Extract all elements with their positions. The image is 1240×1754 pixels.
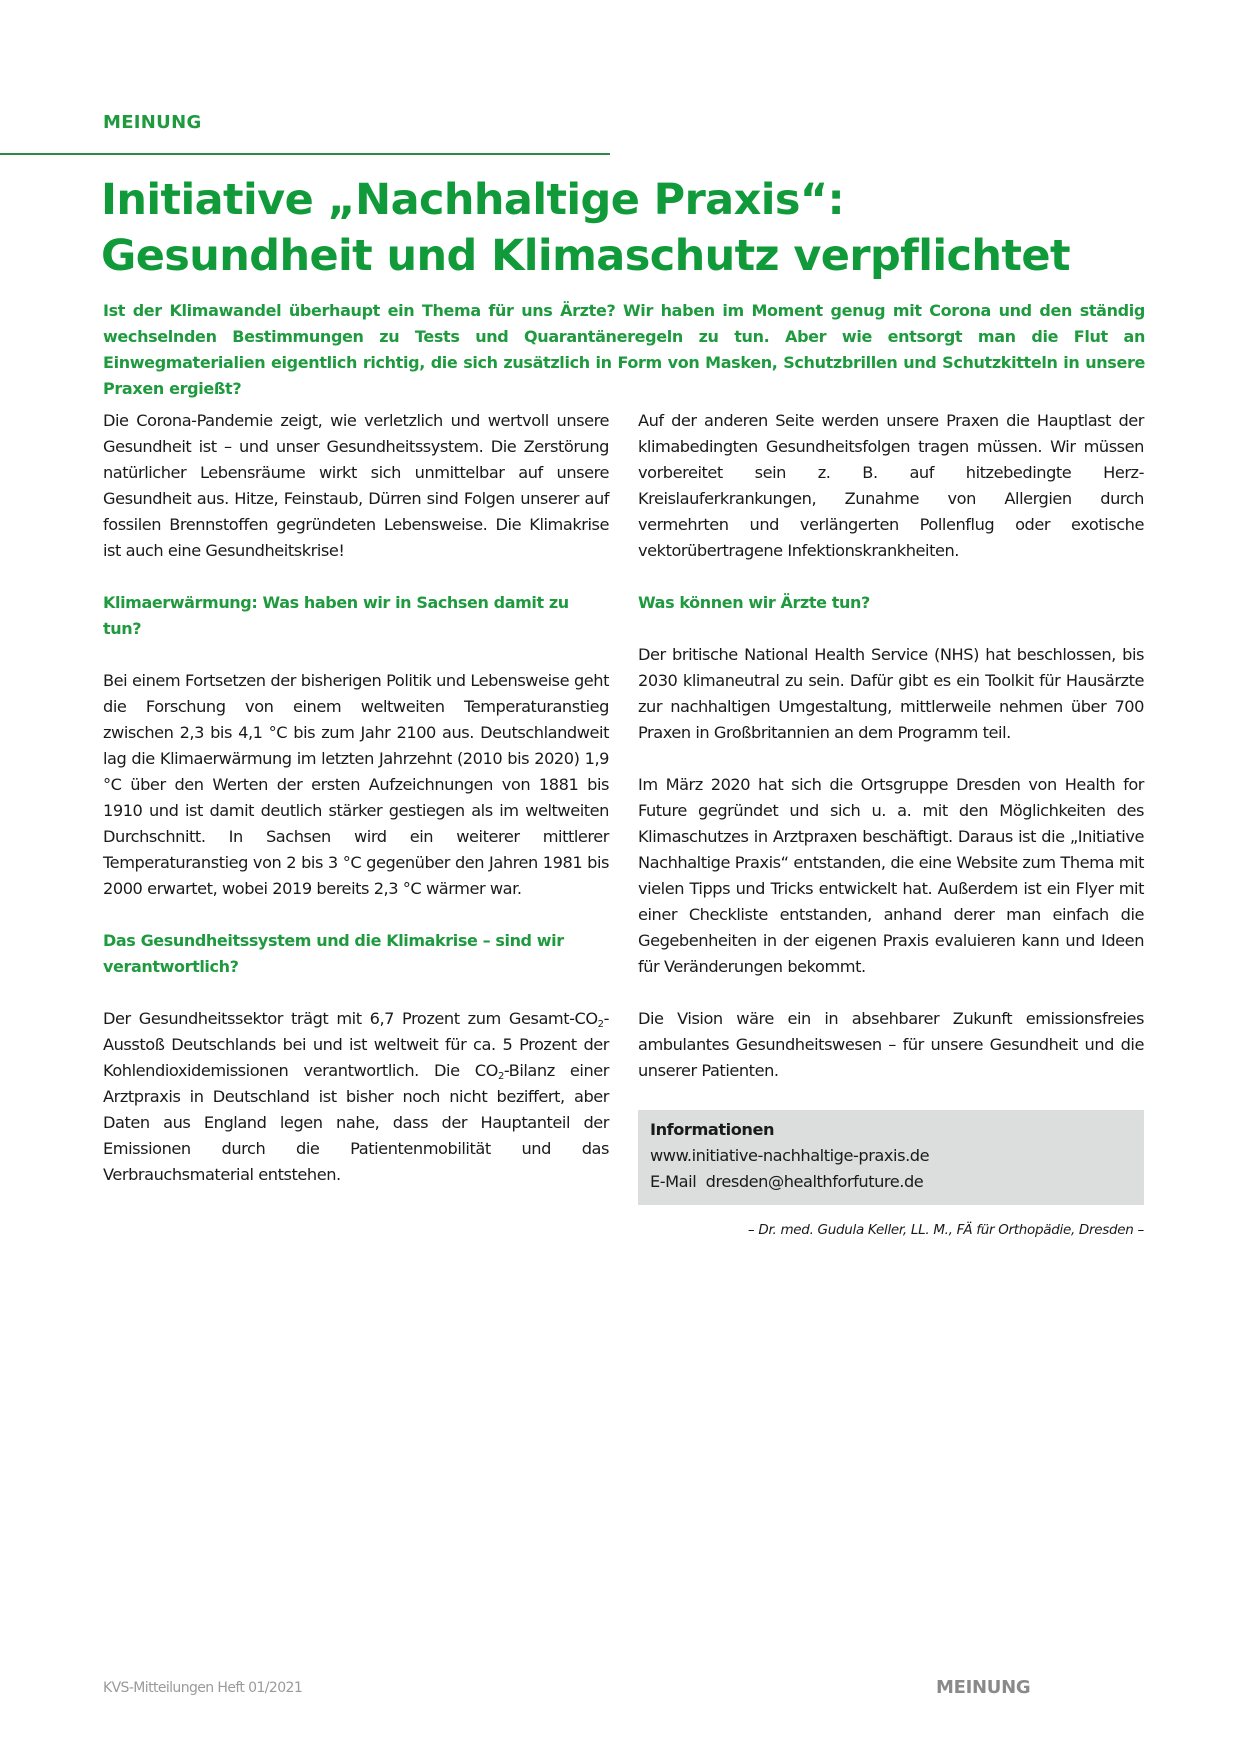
paragraph: Der britische National Health Service (NHS) hat beschlossen, bis 2030 klimaneutral zu sein. Dafür gibt es ein Toolkit für Hausärzte zur nachhaltigen Umgestaltung, mittlerweile nehmen über 700 Praxen in Großbritannien an dem Programm teil.	[638, 645, 1144, 742]
subscript: 2	[497, 1071, 504, 1082]
text-fragment: -Ausstoß Deutschlands bei und ist weltweit für ca. 5 Prozent der Kohlendioxidemissionen verantwortlich. Die CO	[103, 1009, 609, 1080]
paragraph: Im März 2020 hat sich die Ortsgruppe Dresden von Health for Future gegründet und sich u. a. mit den Möglichkeiten des Klimaschutzes in Arztpraxen beschäftigt. Daraus ist die „Initiative Nachhaltige Praxis“ entstanden, die eine Website zum Thema mit vielen Tipps und Tricks entwickelt hat. Außerdem ist ein Flyer mit einer Checkliste entstanden, anhand derer man einfach die Gegebenheiten in der eigenen Praxis evaluieren kann und Ideen für Veränderungen bekommt.	[638, 775, 1144, 976]
left-column	[103, 408, 609, 1214]
subheading: Das Gesundheitssystem und die Klimakrise – sind wir verantwortlich?	[103, 931, 564, 976]
header-rule	[0, 153, 610, 155]
title-line-2: Gesundheit und Klimaschutz verpflichtet	[101, 231, 1070, 281]
article-title	[101, 172, 1161, 284]
paragraph-co2	[103, 1006, 609, 1188]
email-line	[650, 1169, 1132, 1195]
website-link[interactable]: www.initiative-nachhaltige-praxis.de	[650, 1146, 930, 1165]
text-fragment: Der Gesundheitssektor trägt mit 6,7 Prozent zum Gesamt-CO	[103, 1009, 598, 1028]
paragraph: Bei einem Fortsetzen der bisherigen Politik und Lebensweise geht die Forschung von einem weltweiten Temperaturanstieg zwischen 2,3 bis 4,1 °C bis zum Jahr 2100 aus. Deutschlandweit lag die Klimaerwärmung im letzten Jahrzehnt (2010 bis 2020) 1,9 °C über den Werten der ersten Aufzeichnungen von 1881 bis 1910 und ist damit deutlich stärker gestiegen als im weltweiten Durchschnitt. In Sachsen wird ein weiterer mittlerer Temperaturanstieg von 2 bis 3 °C gegenüber den Jahren 1981 bis 2000 erwartet, wobei 2019 bereits 2,3 °C wärmer war.	[103, 671, 609, 898]
footer-section-label: MEINUNG	[936, 1677, 1031, 1698]
article-lead: Ist der Klimawandel überhaupt ein Thema für uns Ärzte? Wir haben im Moment genug mit Corona und den ständig wechselnden Bestimmungen zu Tests und Quarantäneregeln zu tun. Aber wie entsorgt man die Flut an Einwegmaterialien eigentlich richtig, die sich zusätzlich in Form von Masken, Schutzbrillen und Schutzkitteln in unsere Praxen ergießt?	[103, 301, 1145, 398]
subscript: 2	[597, 1019, 604, 1030]
section-label: MEINUNG	[103, 112, 202, 133]
email-link[interactable]: dresden@healthforfuture.de	[705, 1172, 924, 1191]
title-line-1: Initiative „Nachhaltige Praxis“:	[101, 175, 845, 225]
text-fragment: -Bilanz einer Arztpraxis in Deutschland ist bisher noch nicht beziffert, aber Daten aus England legen nahe, dass der Hauptanteil der Emissionen durch die Patientenmobilität und das Verbrauchsmaterial entstehen.	[103, 1061, 609, 1184]
footer-publication: KVS-Mitteilungen Heft 01/2021	[103, 1680, 303, 1696]
author-signature: – Dr. med. Gudula Keller, LL. M., FÄ für Orthopädie, Dresden –	[747, 1222, 1144, 1238]
info-box-title: Informationen	[650, 1120, 775, 1139]
info-box	[638, 1110, 1144, 1205]
subheading: Was können wir Ärzte tun?	[638, 593, 870, 612]
subheading: Klimaerwärmung: Was haben wir in Sachsen damit zu tun?	[103, 593, 569, 638]
right-column	[638, 408, 1144, 1240]
email-label: E-Mail	[650, 1172, 697, 1191]
paragraph: Die Vision wäre ein in absehbarer Zukunft emissionsfreies ambulantes Gesundheitswesen – für unsere Gesundheit und die unserer Patienten.	[638, 1009, 1144, 1080]
paragraph: Die Corona-Pandemie zeigt, wie verletzlich und wertvoll unsere Gesundheit ist – und unser Gesundheitssystem. Die Zerstörung natürlicher Lebensräume wirkt sich unmittelbar auf unsere Gesundheit aus. Hitze, Feinstaub, Dürren sind Folgen unserer auf fossilen Brennstoffen gegründeten Lebensweise. Die Klimakrise ist auch eine Gesundheitskrise!	[103, 411, 609, 560]
paragraph: Auf der anderen Seite werden unsere Praxen die Hauptlast der klimabedingten Gesundheitsfolgen tragen müssen. Wir müssen vorbereitet sein z. B. auf hitzebedingte Herz-Kreislauferkrankungen, Zunahme von Allergien durch vermehrten und verlängerten Pollenflug oder exotische vektorübertragene Infektionskrankheiten.	[638, 411, 1144, 560]
